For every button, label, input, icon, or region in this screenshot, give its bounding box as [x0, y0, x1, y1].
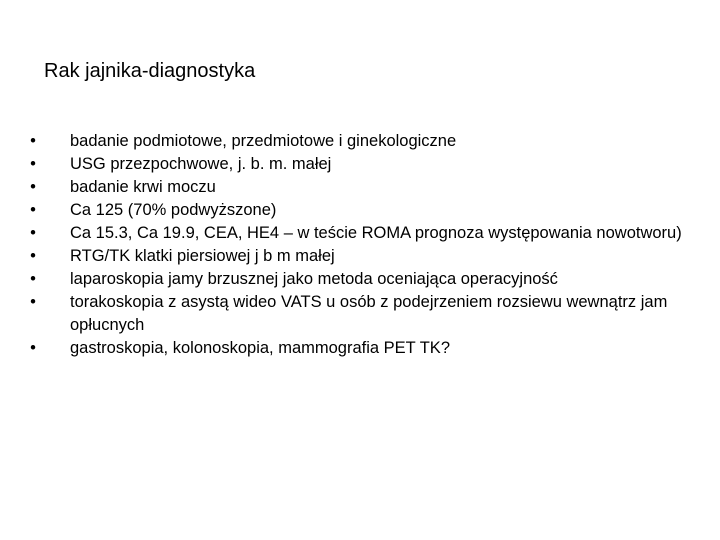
bullet-icon: • — [30, 224, 36, 242]
list-item — [26, 245, 706, 268]
list-item — [26, 199, 706, 222]
slide-title: Rak jajnika-diagnostyka — [44, 60, 256, 82]
bullet-icon: • — [30, 201, 36, 219]
list-item — [26, 268, 706, 291]
bullet-icon: • — [30, 155, 36, 173]
list-item — [26, 222, 706, 245]
bullet-icon: • — [30, 132, 36, 150]
list-item — [26, 291, 706, 337]
bullet-icon: • — [30, 247, 36, 265]
bullet-text: USG przezpochwowe, j. b. m. małej — [70, 155, 332, 173]
bullet-list — [26, 130, 706, 360]
list-item — [26, 337, 706, 360]
list-item — [26, 153, 706, 176]
bullet-text: gastroskopia, kolonoskopia, mammografia PET TK? — [70, 339, 450, 357]
list-item — [26, 176, 706, 199]
bullet-text: Ca 125 (70% podwyższone) — [70, 201, 277, 219]
list-item — [26, 130, 706, 153]
bullet-text: badanie krwi moczu — [70, 178, 216, 196]
bullet-text: RTG/TK klatki piersiowej j b m małej — [70, 247, 335, 265]
bullet-icon: • — [30, 293, 36, 311]
bullet-text: laparoskopia jamy brzusznej jako metoda oceniająca operacyjność — [70, 270, 558, 288]
bullet-text: torakoskopia z asystą wideo VATS u osób z podejrzeniem rozsiewu wewnątrz jam opłucnych — [70, 293, 668, 334]
bullet-icon: • — [30, 178, 36, 196]
bullet-icon: • — [30, 339, 36, 357]
bullet-text: badanie podmiotowe, przedmiotowe i ginekologiczne — [70, 132, 457, 150]
bullet-text: Ca 15.3, Ca 19.9, CEA, HE4 – w teście ROMA prognoza występowania nowotworu) — [70, 224, 682, 242]
bullet-icon: • — [30, 270, 36, 288]
